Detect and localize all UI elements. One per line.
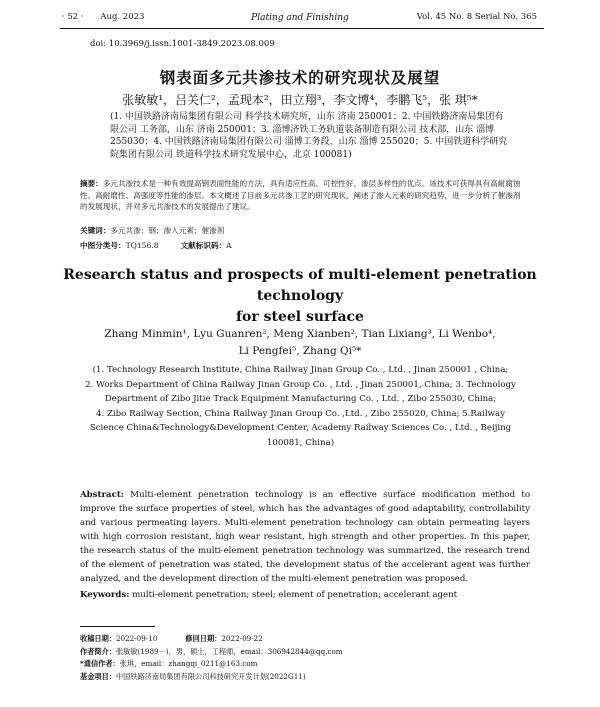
affiliation-line: Department of Zibo Jitie Track Equipment Manufacturing Co. , Ltd. , Zibo 255030, China; xyxy=(104,394,497,404)
doi: doi: 10.3969/j.issn.1001-3849.2023.08.009 xyxy=(90,39,275,49)
keywords-label-english: Keywords: xyxy=(80,590,130,600)
header-rule xyxy=(60,28,544,29)
affiliation-line: 院集团有限公司 铁道科学技术研究发展中心，北京 100081) xyxy=(110,149,352,160)
author-bio: 张敏敏(1989－)，男，硕士，工程师，email：306942844@qq.com xyxy=(115,646,343,656)
authors-chinese: 张敏敏¹，吕关仁²，孟现本²，田立翔³，李文博⁴，李鹏飞⁵，张 琪⁵* xyxy=(122,93,478,107)
affiliation-line: (1. Technology Research Institute, China Railway Jinan Group Co. , Ltd. , Jinan 250001 , China; xyxy=(92,365,509,375)
abstract-label-english: Abstract: xyxy=(80,490,124,500)
abstract-label-chinese: 摘要： xyxy=(80,179,103,188)
clc-value: TQ156.8 xyxy=(125,241,159,250)
footnote-corresponding xyxy=(80,658,530,671)
corresponding-label: *通信作者： xyxy=(80,659,120,668)
authors-english-line: Li Pengfei⁵, Zhang Qi⁵* xyxy=(238,345,362,357)
title-english-line: for steel surface xyxy=(236,309,364,325)
author-bio-label: 作者简介： xyxy=(80,646,116,656)
issue-date: Aug. 2023 xyxy=(100,12,145,22)
footnote-dates xyxy=(80,633,530,646)
authors-english xyxy=(60,326,540,360)
affiliation-line: 2. Works Department of China Railway Jinan Group Co. , Ltd. , Jinan 250001, China; 3. Technology xyxy=(85,379,516,390)
affiliations-english xyxy=(68,363,533,450)
affiliation-line: (1. 中国铁路济南局集团有限公司 科学技术研究所，山东 济南 250001；2. 中国铁路济南局集团有 xyxy=(110,112,504,122)
corresponding-author: 张琪，email：zhangqi_0211@163.com xyxy=(119,659,258,668)
title-english-line: Research status and prospects of multi-element penetration technology xyxy=(63,267,537,304)
keywords-text-chinese: 多元共渗；钢；渗入元素；催渗剂 xyxy=(110,226,225,235)
volume-info: Vol. 45 No. 8 Serial No. 365 xyxy=(416,12,537,22)
authors-english-line: Zhang Minmin¹, Lyu Guanren², Meng Xianben², Tian Lixiang³, Li Wenbo⁴, xyxy=(104,328,496,340)
classification-line xyxy=(80,240,232,251)
affiliation-line: 255030；4. 中国铁路济南局集团有限公司 淄博工务段，山东 淄博 255020；5. 中国铁道科学研究 xyxy=(110,137,508,147)
running-header xyxy=(0,9,600,29)
title-english xyxy=(60,265,540,328)
affiliation-line: 4. Zibo Railway Section, China Railway Jinan Group Co. ,Ltd. , Zibo 255020, China; 5.Railway xyxy=(96,408,505,419)
doc-code-value: A xyxy=(226,241,232,250)
footnotes xyxy=(80,633,530,683)
journal-name: Plating and Finishing xyxy=(251,13,349,23)
abstract-english xyxy=(80,488,530,586)
fund-info: 中国铁路济南局集团有限公司科技研究开发计划(2022G11) xyxy=(115,671,306,681)
fund-label: 基金项目： xyxy=(80,671,116,681)
revised-label: 修回日期： xyxy=(185,634,222,643)
received-label: 收稿日期： xyxy=(80,634,116,643)
title-chinese: 钢表面多元共渗技术的研究现状及展望 xyxy=(159,68,441,87)
received-date: 2022-09-10 xyxy=(115,634,158,643)
page-number: · 52 · xyxy=(62,12,84,22)
abstract-text-english: Multi-element penetration technology is an effective surface modification method to improve the surface properties of steel, which has the advantages of good adaptability, controllability and various permeating layers. Multi-element penetration technology can obtain permeating layers with high corrosion resistant, high wear resistant, high strength and other properties. In this paper, the research status of the multi-element penetration technology was summarized, the research trend of the element of penetration was stated, the development status of the accelerant agent was further analyzed, and the development direction of the multi-element penetration was proposed. xyxy=(80,490,530,584)
affiliation-line: 100081, China) xyxy=(266,437,335,448)
abstract-text-chinese: 多元共渗技术是一种有效提高钢表面性能的方法，具有适应性高、可控性好、渗层多样性的优点。该技术可获得具有高耐腐蚀性、高耐磨性、高强度等性能的渗层。本文概述了目前多元共渗工艺的研究现状，阐述了渗入元素的研究趋势，进一步分析了催渗剂的发展现状，并对多元共渗技术的发展提出了建议。 xyxy=(80,179,521,211)
keywords-label-chinese: 关键词： xyxy=(80,226,111,235)
clc-label: 中图分类号： xyxy=(80,241,126,250)
revised-date: 2022-09-22 xyxy=(221,634,263,643)
footnote-rule xyxy=(80,626,155,627)
affiliation-line: Science China&Technology&Development Center, Academy Railway Sciences Co. , Ltd. , Beijing xyxy=(89,423,512,433)
affiliations-chinese xyxy=(110,111,520,161)
keywords-text-english: multi-element penetration; steel; element of penetration; accelerant agent xyxy=(129,590,458,600)
abstract-chinese xyxy=(80,178,525,213)
doc-code-label: 文献标识码： xyxy=(180,241,227,250)
footnote-author xyxy=(80,646,530,659)
affiliation-line: 限公司 工务部，山东 济南 250001；3. 淄博济铁工务轨道装备制造有限公司 技术部，山东 淄博 xyxy=(110,124,495,135)
footnote-fund xyxy=(80,671,530,684)
keywords-chinese xyxy=(80,225,224,236)
keywords-english xyxy=(80,590,457,600)
